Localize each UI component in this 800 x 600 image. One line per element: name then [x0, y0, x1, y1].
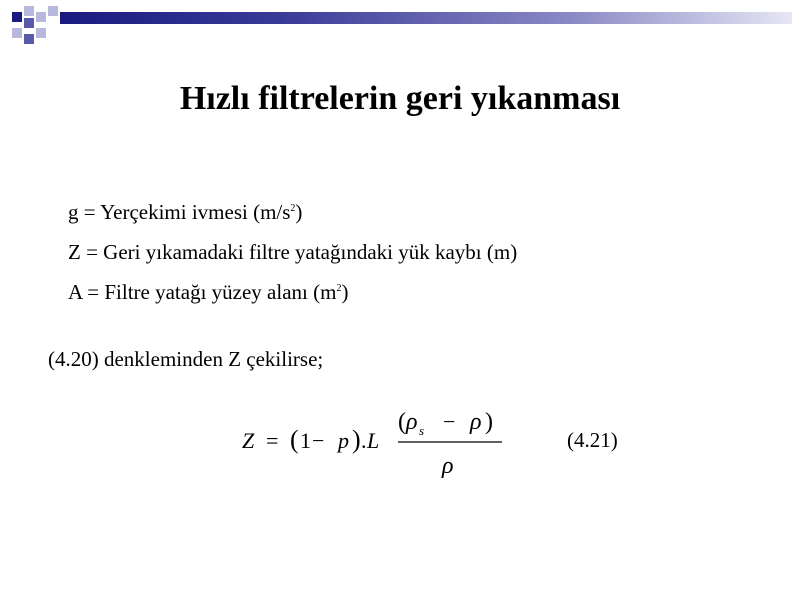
- intro-text: (4.20) denkleminden Z çekilirse;: [48, 347, 324, 371]
- eq-subscript-s: s: [419, 423, 425, 438]
- eq-denominator-rho: ρ: [442, 453, 454, 479]
- decor-square: [24, 6, 34, 16]
- equation-number: (4.21): [567, 428, 618, 452]
- decor-square: [12, 12, 22, 22]
- eq-L: L: [367, 428, 380, 453]
- eq-num-minus: −: [443, 409, 456, 434]
- definition-text: Z = Geri yıkamadaki filtre yatağındaki yük kaybı (m): [68, 240, 518, 264]
- decor-square: [12, 28, 22, 38]
- eq-rho-s: ρ: [406, 409, 418, 435]
- definition-g: [68, 192, 517, 232]
- eq-equals: =: [266, 428, 279, 453]
- eq-p: p: [338, 428, 349, 453]
- definition-text: g = Yerçekimi ivmesi (m/s: [68, 200, 291, 224]
- equation-graphic: [240, 405, 520, 485]
- definition-text: A = Filtre yatağı yüzey alanı (m: [68, 280, 337, 304]
- decor-square: [36, 12, 46, 22]
- definitions-list: [68, 192, 517, 312]
- eq-dot: .: [361, 428, 367, 453]
- slide-title: Hızlı filtrelerin geri yıkanması: [179, 80, 621, 117]
- definition-close: ): [341, 280, 349, 304]
- eq-num-paren-close: ): [485, 409, 493, 435]
- eq-rho: ρ: [470, 409, 482, 435]
- eq-paren-open: (: [290, 425, 299, 454]
- decor-square: [24, 34, 34, 44]
- eq-one: 1: [300, 428, 311, 453]
- header-decoration-squares: [8, 6, 60, 50]
- superscript: 2: [290, 203, 296, 214]
- definition-close: ): [295, 200, 303, 224]
- eq-minus: −: [312, 428, 325, 453]
- eq-paren-close: ): [352, 425, 361, 454]
- definition-a: [68, 272, 517, 312]
- decor-square: [48, 6, 58, 16]
- superscript: 2: [336, 283, 342, 294]
- eq-lhs: Z: [242, 428, 255, 453]
- eq-num-paren-open: (: [398, 409, 406, 435]
- decor-square: [24, 18, 34, 28]
- definition-z: [68, 232, 517, 272]
- decor-square: [36, 28, 46, 38]
- equation-4-21: [240, 405, 520, 485]
- header-gradient-bar: [60, 12, 792, 24]
